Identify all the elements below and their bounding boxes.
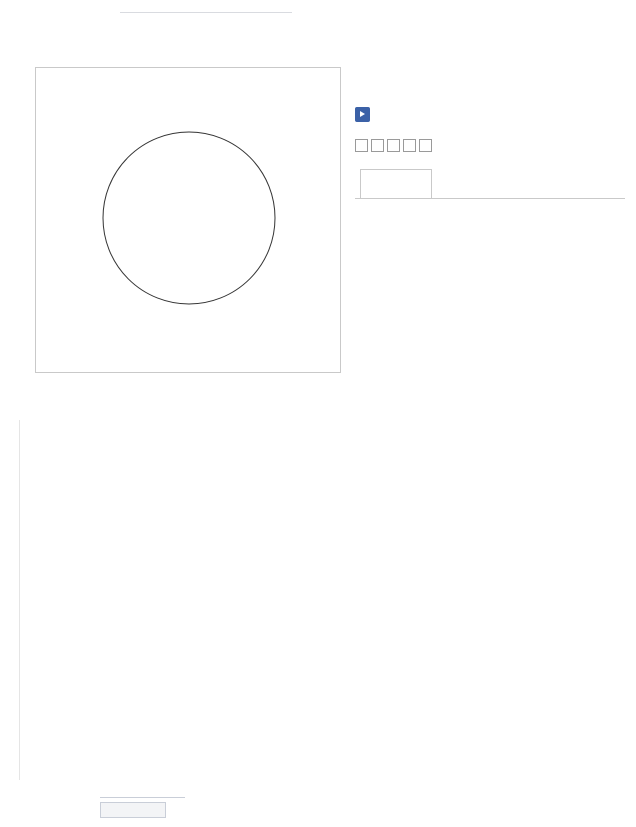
pager-fragment <box>100 797 190 827</box>
rating-star-icon[interactable] <box>371 139 384 152</box>
table-edge <box>19 420 20 780</box>
rating-star-icon[interactable] <box>387 139 400 152</box>
chain-illustration <box>36 68 340 372</box>
rating-star-icon[interactable] <box>403 139 416 152</box>
tab-baseline <box>355 198 625 199</box>
breadcrumb-fragment <box>120 0 292 16</box>
zoom-circle <box>103 132 275 304</box>
tab-bar <box>355 169 625 199</box>
rating-star-icon[interactable] <box>355 139 368 152</box>
arrow-right-icon <box>355 107 370 122</box>
tab-model[interactable] <box>360 169 432 199</box>
breadcrumb-underline <box>120 12 292 13</box>
product-image <box>35 67 341 373</box>
rating-star-icon[interactable] <box>419 139 432 152</box>
pager-line <box>100 797 185 798</box>
compare-link[interactable] <box>355 107 376 122</box>
pager-button[interactable] <box>100 802 166 818</box>
rating-widget <box>355 139 443 152</box>
